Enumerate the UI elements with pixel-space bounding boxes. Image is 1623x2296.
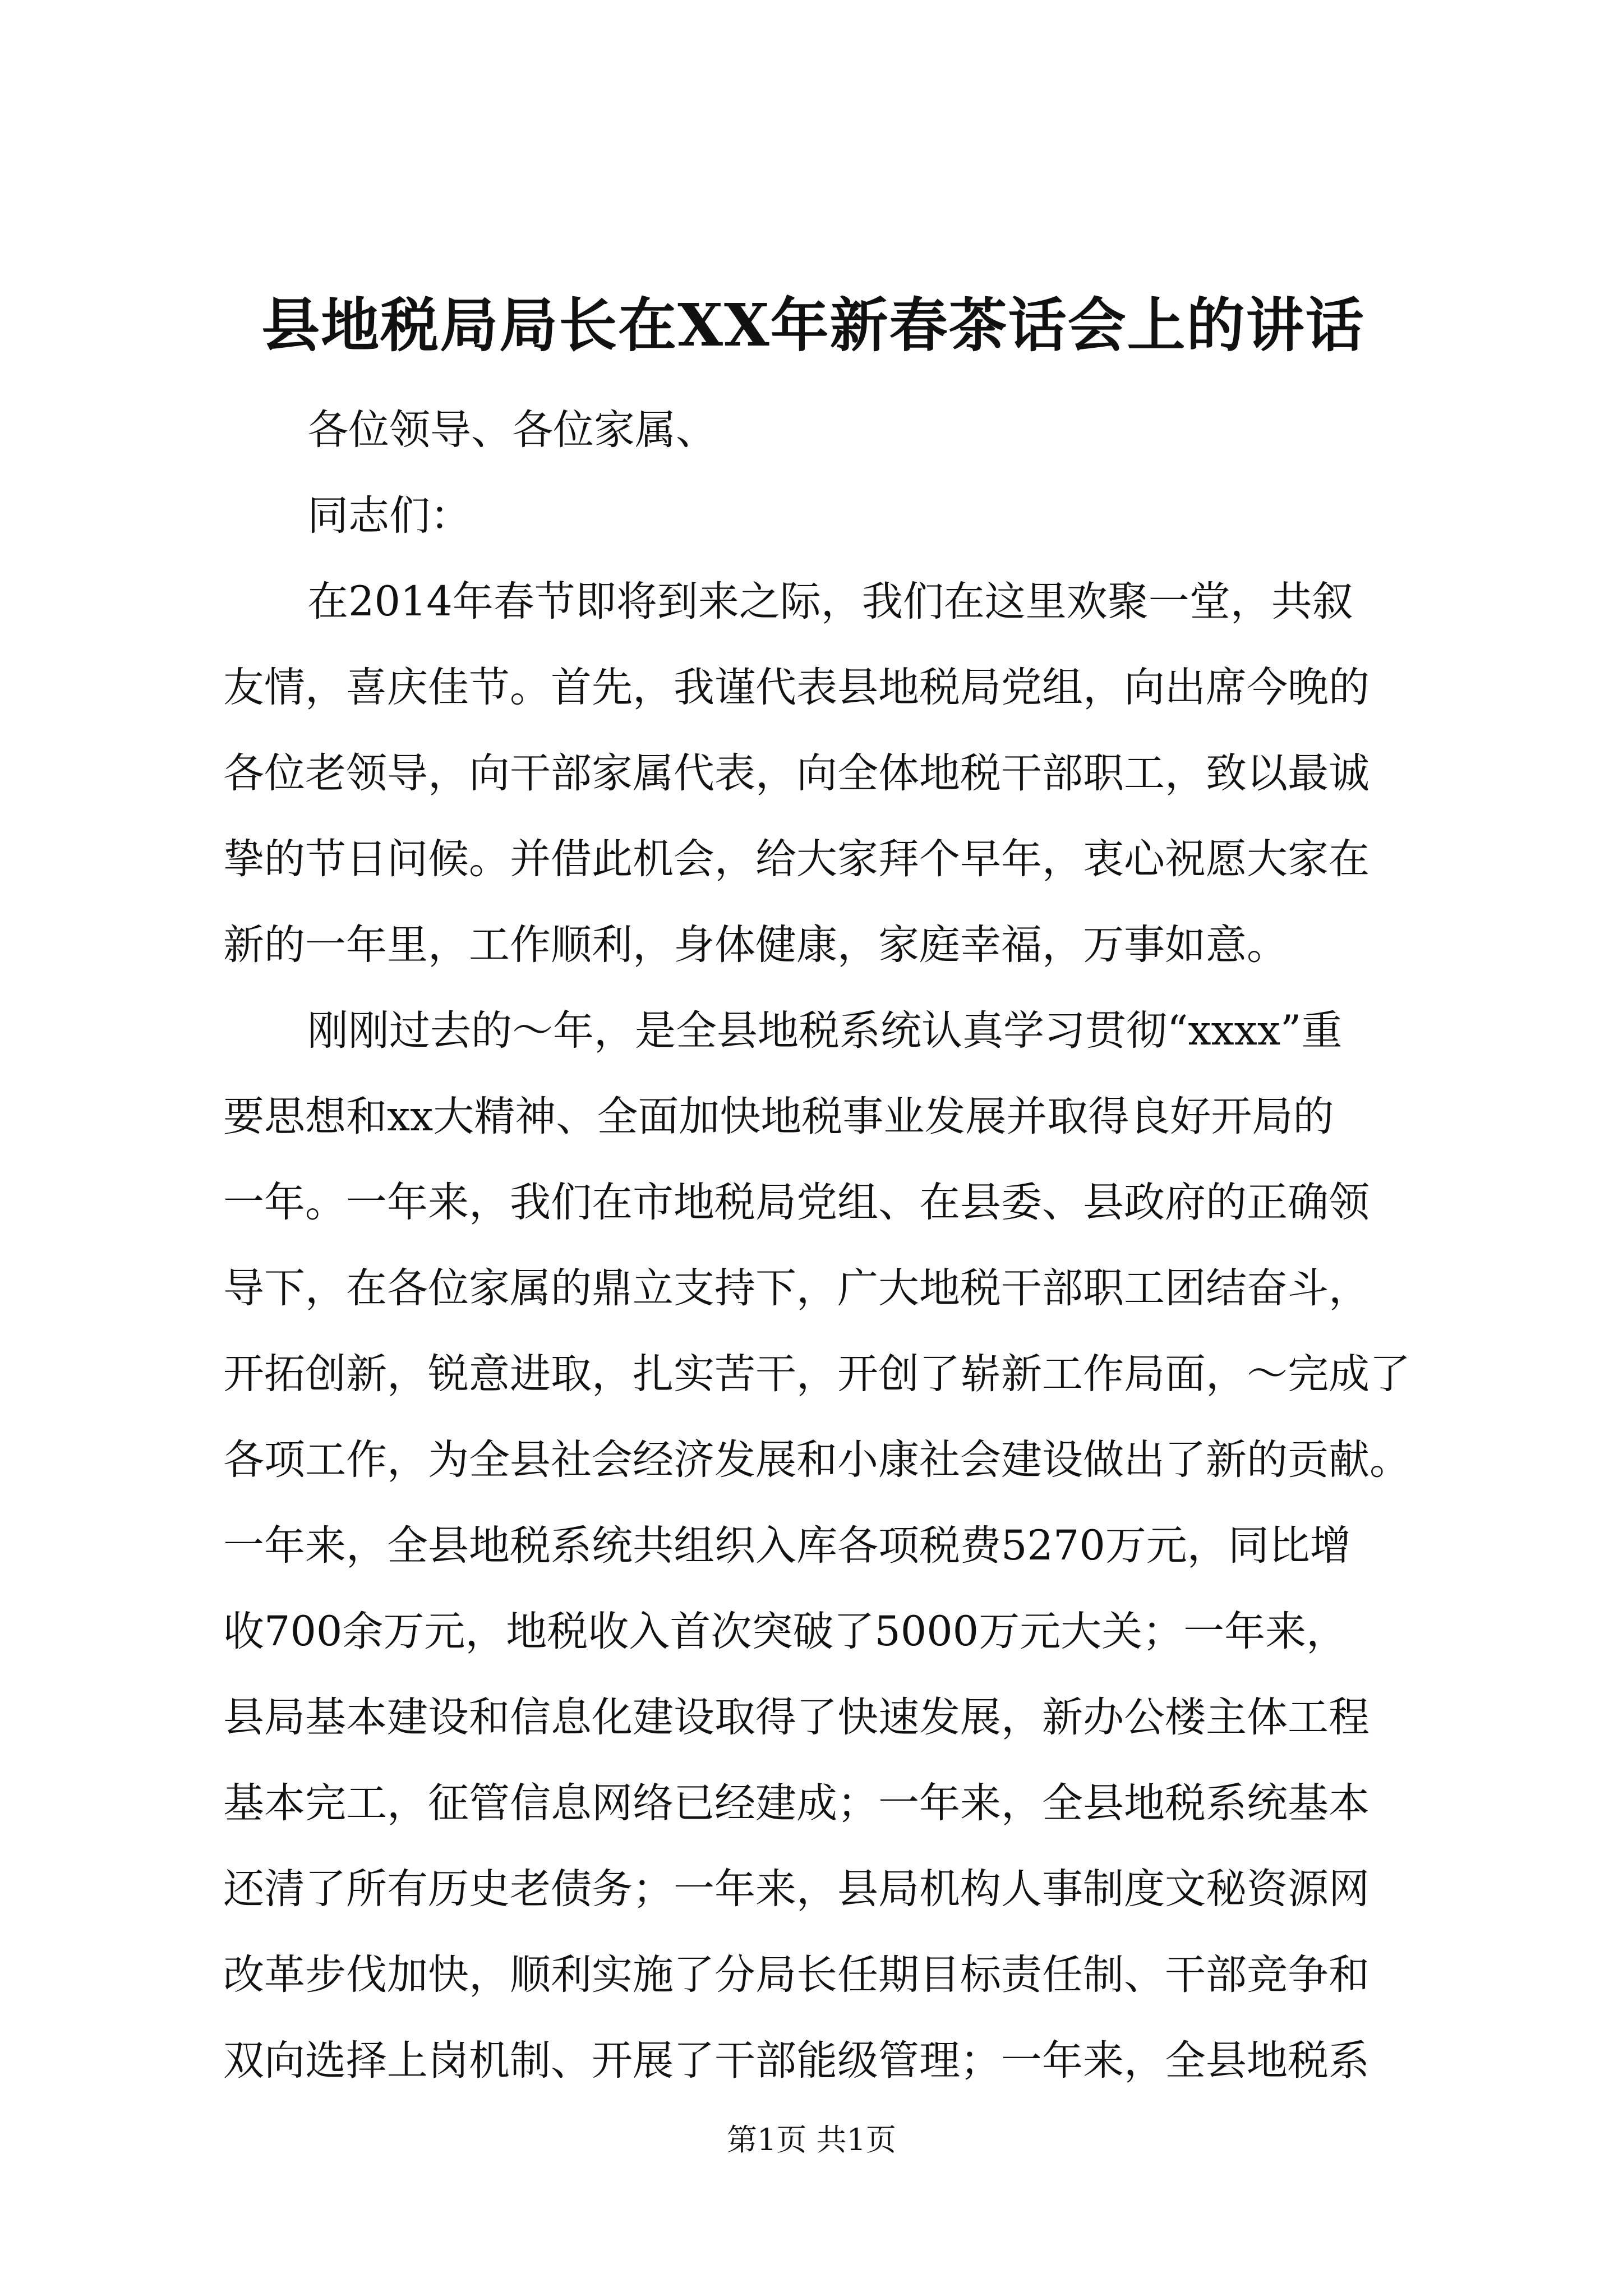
text-line: 收700余万元，地税收入首次突破了5000万元大关；一年来， <box>223 1608 1348 1655</box>
text-line: 刚刚过去的～年，是全县地税系统认真学习贯彻“xxxx”重 <box>307 1007 1343 1055</box>
text-line: 改革步伐加快，顺利实施了分局长任期目标责任制、干部竞争和 <box>223 1951 1370 1999</box>
document-title: 县地税局局长在XX年新春茶话会上的讲话 <box>261 291 1365 360</box>
document-body <box>223 387 1418 2104</box>
text-line: 还清了所有历史老债务；一年来，县局机构人事制度文秘资源网 <box>223 1865 1370 1913</box>
text-line: 挚的节日问候。并借此机会，给大家拜个早年，衷心祝愿大家在 <box>223 835 1370 883</box>
text-line: 基本完工，征管信息网络已经建成；一年来，全县地税系统基本 <box>223 1779 1370 1827</box>
text-line: 同志们： <box>307 492 471 540</box>
text-line: 要思想和xx大精神、全面加快地税事业发展并取得良好开局的 <box>223 1093 1334 1140</box>
text-line: 各位老领导，向干部家属代表，向全体地税干部职工，致以最诚 <box>223 749 1370 797</box>
text-line: 一年。一年来，我们在市地税局党组、在县委、县政府的正确领 <box>223 1179 1370 1226</box>
text-line: 新的一年里，工作顺利，身体健康，家庭幸福，万事如意。 <box>223 921 1288 969</box>
text-line: 友情，喜庆佳节。首先，我谨代表县地税局党组，向出席今晚的 <box>223 664 1370 711</box>
text-line: 一年来，全县地税系统共组织入库各项税费5270万元，同比增 <box>223 1522 1351 1570</box>
text-line: 双向选择上岗机制、开展了干部能级管理；一年来，全县地税系 <box>223 2037 1370 2085</box>
text-line: 各位领导、各位家属、 <box>307 406 717 454</box>
text-line: 县局基本建设和信息化建设取得了快速发展，新办公楼主体工程 <box>223 1694 1370 1741</box>
text-line: 各项工作，为全县社会经济发展和小康社会建设做出了新的贡献。 <box>223 1436 1410 1484</box>
text-line: 导下，在各位家属的鼎立支持下，广大地税干部职工团结奋斗， <box>223 1264 1370 1312</box>
text-line: 开拓创新，锐意进取，扎实苦干，开创了崭新工作局面，～完成了 <box>223 1350 1410 1398</box>
text-line: 在2014年春节即将到来之际，我们在这里欢聚一堂，共叙 <box>307 578 1353 625</box>
page-footer: 第1页 共1页 <box>727 2122 896 2157</box>
